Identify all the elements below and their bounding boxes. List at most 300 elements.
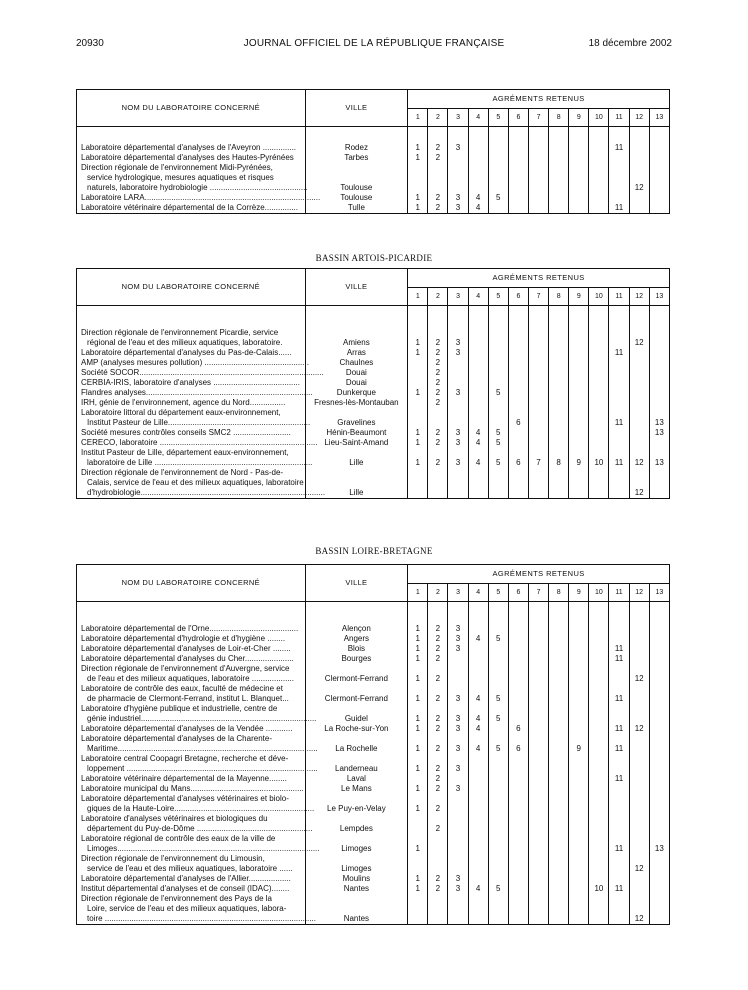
agrement-cell: 12 [629, 468, 649, 499]
agrement-cell [508, 368, 528, 378]
agrement-cell [448, 794, 468, 814]
agrement-cell [569, 634, 589, 644]
agrement-cell [528, 408, 548, 428]
agrement-cell: 9 [569, 448, 589, 468]
agrement-cell: 11 [609, 143, 629, 153]
header-agrement-number: 7 [528, 109, 548, 127]
agrement-cell [589, 624, 609, 634]
agrement-cell [569, 874, 589, 884]
table-row [77, 438, 670, 448]
agrement-cell: 5 [488, 684, 508, 704]
agrement-cell [528, 794, 548, 814]
agrement-cell: 2 [428, 153, 448, 163]
laboratory-name-line: toire ............................................................................................... [87, 914, 316, 923]
laboratory-name-line: Laboratoire de contrôle des eaux, faculté de médecine et [81, 684, 283, 693]
agrement-cell [428, 408, 448, 428]
agrement-cell [629, 624, 649, 634]
agrement-cell [528, 624, 548, 634]
table-row [77, 784, 670, 794]
agrement-cell [649, 153, 669, 163]
agrement-cell: 1 [408, 734, 428, 754]
agrement-cell [508, 884, 528, 894]
agrement-cell: 4 [468, 704, 488, 724]
agrement-cell [508, 438, 528, 448]
header-agrement-number: 3 [448, 584, 468, 602]
agrement-cell [508, 428, 528, 438]
laboratory-city: Clermont-Ferrand [305, 684, 408, 704]
table-row [77, 153, 670, 163]
agrement-cell [549, 143, 569, 153]
agrement-cell [508, 644, 528, 654]
laboratory-city: La Rochelle [305, 734, 408, 754]
agrement-cell: 11 [609, 724, 629, 734]
agrement-cell [468, 644, 488, 654]
agrement-cell [649, 774, 669, 784]
agrement-cell [569, 624, 589, 634]
agrement-cell: 1 [408, 143, 428, 153]
agrement-cell: 2 [428, 734, 448, 754]
agrement-cell [549, 884, 569, 894]
agrement-cell [569, 774, 589, 784]
laboratory-name-line: Institut Pasteur de Lille................................................................ [87, 418, 311, 427]
agrement-cell [569, 814, 589, 834]
agrement-cell [549, 754, 569, 774]
agrement-cell [528, 664, 548, 684]
agrement-cell: 2 [428, 398, 448, 408]
laboratory-name [77, 468, 326, 499]
agrement-cell: 5 [488, 193, 508, 203]
laboratory-city: Amiens [305, 328, 408, 348]
agrement-cell [649, 664, 669, 684]
agrement-cell [629, 684, 649, 704]
agrement-cell: 5 [488, 438, 508, 448]
agrement-cell [629, 378, 649, 388]
laboratory-city: Le Mans [305, 784, 408, 794]
agrement-cell [649, 388, 669, 398]
agrement-cell [649, 894, 669, 925]
laboratory-name [77, 854, 306, 874]
laboratory-name-line: Laboratoire vétérinaire départemental de la Corrèze............... [81, 203, 298, 212]
agrement-cell: 5 [488, 388, 508, 398]
agrement-cell [569, 163, 589, 193]
laboratory-name [77, 774, 306, 784]
agrement-cell [649, 193, 669, 203]
laboratory-city: Limoges [305, 834, 408, 854]
laboratory-city: Toulouse [305, 193, 408, 203]
laboratory-name-line: génie industriel............................................................................... [87, 714, 317, 723]
agrement-cell [468, 774, 488, 784]
table-row [77, 634, 670, 644]
laboratory-city: Nantes [305, 894, 408, 925]
header-agrement-number: 8 [549, 109, 569, 127]
agrement-cell [649, 654, 669, 664]
agrement-cell [468, 624, 488, 634]
laboratory-name [77, 358, 309, 368]
table-row [77, 754, 670, 774]
agrement-cell: 11 [609, 203, 629, 214]
agrement-cell [408, 814, 428, 834]
laboratory-name-line: Laboratoire départemental d'analyses des Hautes-Pyrénées [81, 153, 294, 162]
agrement-cell [649, 634, 669, 644]
agrement-cell [408, 398, 428, 408]
agrement-cell [508, 358, 528, 368]
agrement-cell: 11 [609, 774, 629, 784]
agrement-cell: 2 [428, 143, 448, 153]
agrement-cell [468, 163, 488, 193]
header-agrement-number: 5 [488, 109, 508, 127]
laboratory-name-line: Laboratoire régional de contrôle des eaux de la ville de [81, 834, 276, 843]
agrement-cell: 3 [448, 624, 468, 634]
laboratory-name-line: Laboratoire départemental d'analyses de la Charente- [81, 734, 272, 743]
laboratory-city: Tarbes [305, 153, 408, 163]
agrement-cell: 3 [448, 884, 468, 894]
agrement-cell [629, 203, 649, 214]
laboratory-city: Hénin-Beaumont [305, 428, 408, 438]
laboratory-city: Lille [305, 448, 408, 468]
agrement-cell [649, 348, 669, 358]
agrement-cell [649, 814, 669, 834]
laboratory-city: Lille [305, 468, 408, 499]
laboratory-city: Clermont-Ferrand [305, 664, 408, 684]
table-row [77, 388, 670, 398]
agrement-cell [468, 754, 488, 774]
agrement-cell [629, 754, 649, 774]
agrement-cell: 2 [428, 328, 448, 348]
agrement-cell [589, 774, 609, 784]
agrement-cell [569, 704, 589, 724]
agrement-cell [589, 784, 609, 794]
agrement-cell [629, 774, 649, 784]
header-ville: VILLE [305, 565, 408, 602]
agrement-cell: 3 [448, 684, 468, 704]
agrement-cell [629, 358, 649, 368]
table-row [77, 774, 670, 784]
laboratory-name-line: service hydrologique, mesures aquatiques et risques [87, 173, 274, 182]
agrement-cell [408, 163, 428, 193]
agrement-cell: 2 [428, 358, 448, 368]
header-agrement-number: 6 [508, 584, 528, 602]
agrement-cell [629, 834, 649, 854]
agrement-cell: 2 [428, 438, 448, 448]
laboratory-name-line: Laboratoire littoral du département eaux-environnement, [81, 408, 281, 417]
agrement-cell [549, 634, 569, 644]
laboratory-name-line: naturels, laboratoire hydrobiologie ............................................ [87, 183, 308, 192]
agrement-cell [609, 874, 629, 884]
laboratory-name-line: Laboratoire départemental d'analyses du Cher...................... [81, 654, 294, 663]
agrement-cell [589, 704, 609, 724]
agrement-cell [508, 814, 528, 834]
agrement-cell [528, 834, 548, 854]
agrement-cell: 1 [408, 834, 428, 854]
agrement-cell [569, 368, 589, 378]
agrement-cell: 5 [488, 734, 508, 754]
agrement-cell [448, 854, 468, 874]
agrement-cell [528, 193, 548, 203]
agrement-cell [589, 854, 609, 874]
agrement-cell [528, 724, 548, 734]
agrement-cell [528, 774, 548, 784]
agrement-cell: 2 [428, 664, 448, 684]
journal-title: JOURNAL OFFICIEL DE LA RÉPUBLIQUE FRANÇAISE [243, 38, 505, 49]
agrement-cell: 11 [609, 654, 629, 664]
agrement-cell [549, 644, 569, 654]
agrement-cell [428, 894, 448, 925]
agrement-cell: 2 [428, 348, 448, 358]
agrement-cell [629, 368, 649, 378]
agrement-cell: 3 [448, 448, 468, 468]
agrement-cell [569, 203, 589, 214]
laboratory-city: Rodez [305, 143, 408, 153]
agrement-cell: 2 [428, 774, 448, 784]
agrement-cell [468, 654, 488, 664]
agrement-cell [468, 388, 488, 398]
agrement-cell: 1 [408, 193, 428, 203]
agrement-cell [569, 388, 589, 398]
agrement-cell: 1 [408, 428, 428, 438]
laboratory-name [77, 398, 306, 408]
agrement-cell [629, 143, 649, 153]
agrement-cell [549, 664, 569, 684]
agrement-cell [609, 754, 629, 774]
agrement-cell [589, 634, 609, 644]
agrement-cell [549, 684, 569, 704]
agrement-cell [468, 368, 488, 378]
agrement-cell: 12 [629, 664, 649, 684]
agrement-cell [589, 654, 609, 664]
agrement-cell: 11 [609, 734, 629, 754]
section-title-loire-bretagne: BASSIN LOIRE-BRETAGNE [315, 546, 433, 556]
agrement-cell [549, 348, 569, 358]
agrement-cell [629, 794, 649, 814]
agrement-cell: 3 [448, 644, 468, 654]
agrement-cell: 5 [488, 634, 508, 644]
agrement-cell [549, 428, 569, 438]
agrement-cell [569, 754, 589, 774]
agrement-cell [629, 784, 649, 794]
agrement-cell: 1 [408, 203, 428, 214]
agrement-cell [609, 468, 629, 499]
agrement-cell: 1 [408, 644, 428, 654]
header-agrement-number: 12 [629, 288, 649, 306]
agrement-cell: 6 [508, 408, 528, 428]
agrement-cell [528, 398, 548, 408]
laboratory-name [77, 684, 306, 704]
agrement-cell: 3 [448, 388, 468, 398]
agrement-cell [448, 163, 468, 193]
agrement-cell: 2 [428, 784, 448, 794]
agrement-cell [589, 874, 609, 884]
table-row [77, 644, 670, 654]
header-agrement-number: 12 [629, 109, 649, 127]
agrement-cell [468, 794, 488, 814]
agrement-cell [528, 388, 548, 398]
table-row [77, 654, 670, 664]
agrement-cell: 2 [428, 193, 448, 203]
header-ville: VILLE [305, 269, 408, 306]
agrement-cell [569, 784, 589, 794]
agrement-cell [649, 328, 669, 348]
agrement-cell [528, 203, 548, 214]
agrement-cell [629, 438, 649, 448]
agrement-cell: 2 [428, 624, 448, 634]
agrement-cell [408, 854, 428, 874]
agrement-cell [428, 854, 448, 874]
agrement-cell: 12 [629, 854, 649, 874]
laboratory-name-line: Direction régionale de l'environnement d'Auvergne, service [81, 664, 290, 673]
laboratory-name [77, 143, 306, 153]
laboratory-name-line: Institut départemental d'analyses et de conseil (IDAC)........ [81, 884, 290, 893]
agrement-cell [448, 153, 468, 163]
laboratory-name-line: Direction régionale de l'environnement de Nord - Pas-de- [81, 468, 284, 477]
laboratory-name [77, 634, 306, 644]
agrement-cell [528, 654, 548, 664]
publication-date: 18 décembre 2002 [588, 38, 672, 49]
agrement-cell [408, 894, 428, 925]
header-agrement-number: 5 [488, 288, 508, 306]
agrement-cell [569, 328, 589, 348]
agrement-cell: 3 [448, 874, 468, 884]
agrement-cell [569, 438, 589, 448]
header-agrement-number: 9 [569, 288, 589, 306]
agrement-cell [508, 193, 528, 203]
laboratory-city: Tulle [305, 203, 408, 214]
agrement-cell [448, 774, 468, 784]
agrement-cell [448, 894, 468, 925]
laboratory-name-line: laboratoire de Lille ....................................................................... [87, 458, 313, 467]
table-row [77, 368, 670, 378]
agrement-cell [629, 814, 649, 834]
agrement-cell [528, 634, 548, 644]
laboratory-name [77, 874, 306, 884]
laboratory-name-line: Institut Pasteur de Lille, département eaux-environnement, [81, 448, 289, 457]
agrement-cell: 4 [468, 428, 488, 438]
agrement-cell [488, 754, 508, 774]
agrement-cell: 11 [609, 884, 629, 894]
agrement-cell [549, 894, 569, 925]
laboratory-name [77, 448, 313, 468]
agrement-cell [629, 348, 649, 358]
agrement-cell: 1 [408, 654, 428, 664]
agrement-cell [649, 438, 669, 448]
agrement-cell [569, 664, 589, 684]
agrement-cell [589, 684, 609, 704]
agrement-cell [589, 163, 609, 193]
agrement-cell [528, 348, 548, 358]
agrement-cell [569, 854, 589, 874]
agrement-cell: 1 [408, 448, 428, 468]
laboratory-name [77, 624, 306, 634]
table-row [77, 378, 670, 388]
header-agrement-number: 2 [428, 288, 448, 306]
agrement-cell [649, 468, 669, 499]
agrement-cell [629, 398, 649, 408]
table-row [77, 684, 670, 704]
agrement-cell [528, 644, 548, 654]
agrement-cell [508, 754, 528, 774]
agrement-cell [448, 654, 468, 664]
agrement-cell [468, 378, 488, 388]
agrement-cell [609, 634, 629, 644]
agrement-cell [589, 724, 609, 734]
agrement-cell: 3 [448, 784, 468, 794]
agrement-cell: 3 [448, 438, 468, 448]
agrement-cell: 10 [589, 884, 609, 894]
agrement-cell [589, 358, 609, 368]
laboratory-name [77, 378, 306, 388]
agrement-cell [649, 398, 669, 408]
agrement-cell [508, 894, 528, 925]
agrement-cell: 12 [629, 724, 649, 734]
agrement-cell: 10 [589, 448, 609, 468]
laboratory-name-line: Direction régionale de l'environnement des Pays de la [81, 894, 272, 903]
agrement-cell [448, 408, 468, 428]
agrement-cell [629, 634, 649, 644]
agrement-cell [488, 398, 508, 408]
header-agrement-number: 10 [589, 288, 609, 306]
agrement-cell [549, 654, 569, 664]
laboratory-name-line: Laboratoire départemental d'analyses de la Vendée ............ [81, 724, 293, 733]
agrement-cell [569, 654, 589, 664]
agrement-cell [408, 368, 428, 378]
agrement-cell [549, 438, 569, 448]
laboratory-name-line: Calais, service de l'eau et des milieux aquatiques, laboratoire [87, 478, 304, 487]
agrement-cell [488, 143, 508, 153]
agrement-cell: 2 [428, 378, 448, 388]
agrement-cell [508, 684, 528, 704]
table-row [77, 624, 670, 634]
agrement-cell: 3 [448, 348, 468, 358]
agrement-cell [649, 624, 669, 634]
agrement-cell [428, 163, 448, 193]
agrement-cell [468, 398, 488, 408]
table-row [77, 874, 670, 884]
agrement-cell [488, 328, 508, 348]
agrement-cell [569, 468, 589, 499]
agrement-cell [589, 368, 609, 378]
laboratory-city: Fresnes-lès-Montauban [305, 398, 408, 408]
agrement-cell [589, 388, 609, 398]
laboratory-name-line: Laboratoire départemental d'analyses de Loir-et-Cher ........ [81, 644, 291, 653]
table-row [77, 664, 670, 684]
laboratory-city: Landerneau [305, 754, 408, 774]
agrement-cell [508, 203, 528, 214]
laboratory-name-line: IRH, génie de l'environnement, agence du Nord................ [81, 398, 286, 407]
header-agrement-number: 3 [448, 109, 468, 127]
agrement-cell [589, 143, 609, 153]
agrement-cell: 2 [428, 754, 448, 774]
table-row [77, 398, 670, 408]
laboratory-name-line: Direction régionale de l'environnement Midi-Pyrénées, [81, 163, 273, 172]
table-row [77, 834, 670, 854]
laboratory-name-line: Laboratoire départemental d'analyses vétérinaires et biolo- [81, 794, 289, 803]
agrement-cell [649, 784, 669, 794]
agrement-cell: 2 [428, 814, 448, 834]
table-row [77, 724, 670, 734]
laboratory-city: Alençon [305, 624, 408, 634]
agrement-cell [609, 398, 629, 408]
agrement-cell [508, 774, 528, 784]
agrement-cell: 1 [408, 664, 428, 684]
agrement-cell [468, 784, 488, 794]
agrement-cell: 4 [468, 684, 488, 704]
laboratory-name [77, 328, 306, 348]
header-agrement-number: 13 [649, 288, 669, 306]
agrement-cell [468, 153, 488, 163]
table-row [77, 448, 670, 468]
agrement-cell [649, 794, 669, 814]
laboratory-name [77, 754, 318, 774]
agrement-cell: 4 [468, 438, 488, 448]
